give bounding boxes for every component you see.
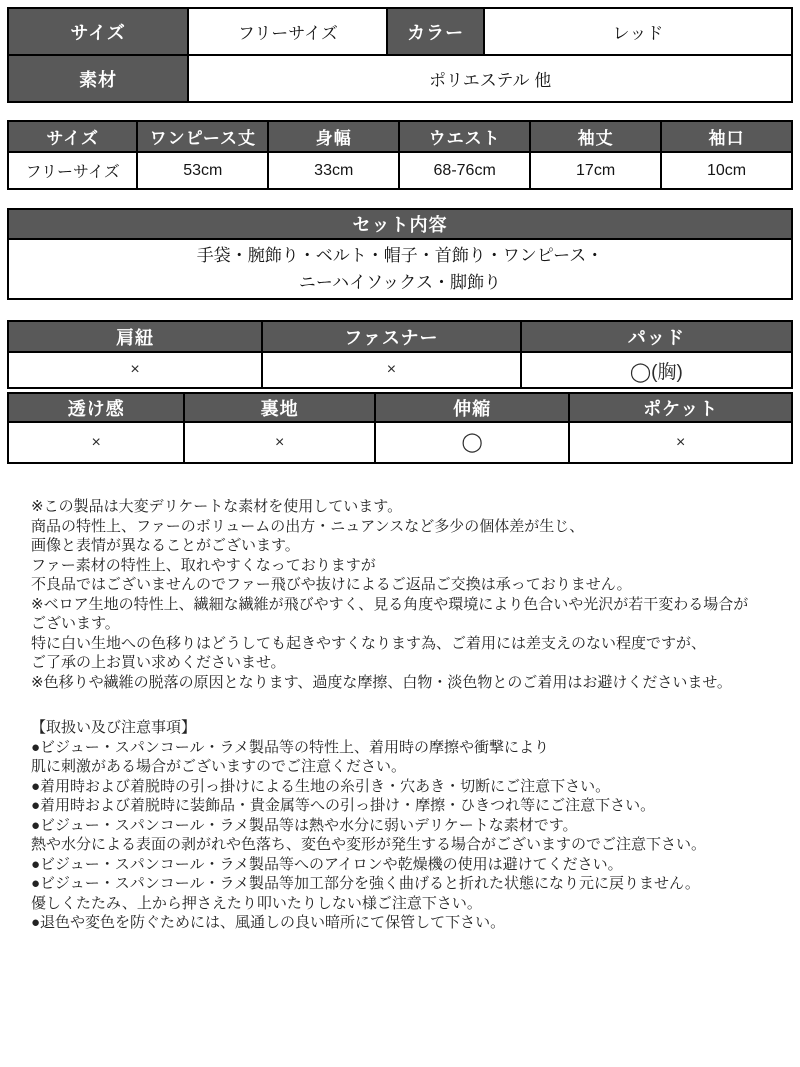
val-pad: ◯(胸) [521,352,792,388]
col-body-width: 身幅 [268,121,399,152]
note-line: ご了承の上お買い求めくださいませ。 [31,654,286,671]
set-contents-title: セット内容 [8,209,792,239]
col-cuff: 袖口 [661,121,792,152]
col-pocket: ポケット [569,393,792,422]
set-contents-value [8,239,792,299]
set-contents-value-row [8,239,792,299]
size-value: フリーサイズ [188,8,387,55]
col-fastener: ファスナー [262,321,521,352]
caution-line: 熱や水分による表面の剥がれや色落ち、変色や変形が発生する場合がございますのでご注意下さい。 [31,836,707,853]
val-sheerness: × [8,422,184,463]
measurements-header-row [8,121,792,152]
note-line: 画像と表情が異なることがございます。 [31,537,300,554]
val-pocket: × [569,422,792,463]
val-lining: × [184,422,375,463]
material-label: 素材 [8,55,188,102]
caution-line: ●ビジュー・スパンコール・ラメ製品等は熱や水分に弱いデリケートな素材です。 [31,816,578,834]
features-b-header-row [8,393,792,422]
spec-table [7,7,793,103]
val-size: フリーサイズ [8,152,137,189]
measurements-table [7,120,793,190]
note-line: 商品の特性上、ファーのボリュームの出方・ニュアンスなど多少の個体差が生じ、 [31,517,585,535]
handling-cautions [31,718,783,933]
features-a-header-row [8,321,792,352]
caution-line: ●着用時および着脱時の引っ掛けによる生地の糸引き・穴あき・切断にご注意下さい。 [31,777,611,795]
caution-line: ●ビジュー・スパンコール・ラメ製品等加工部分を強く曲げると折れた状態になり元に戻りません。 [31,875,700,892]
col-dress-length: ワンピース丈 [137,121,268,152]
set-contents-line2: ニーハイソックス・脚飾り [298,273,502,292]
col-sleeve-length: 袖丈 [530,121,661,152]
note-line: ※この製品は大変デリケートな素材を使用しています。 [31,498,403,515]
note-line: 特に白い生地への色移りはどうしても起きやすくなります為、ご着用には差支えのない程度ですが、 [31,634,707,652]
note-line: ※色移りや繊維の脱落の原因となります、過度な摩擦、白物・淡色物とのご着用はお避けくださいませ。 [31,673,732,691]
col-waist: ウエスト [399,121,530,152]
caution-line: 優しくたたみ、上から押さえたり叩いたりしない様ご注意下さい。 [31,894,482,912]
col-size: サイズ [8,121,137,152]
caution-line: ●着用時および着脱時に装飾品・貴金属等への引っ掛け・摩擦・ひきつれ等にご注意下さい。 [31,797,656,814]
handling-cautions-title: 【取扱い及び注意事項】 [31,719,197,736]
set-contents-table [7,208,793,300]
val-dress-length: 53cm [137,152,268,189]
val-waist: 68-76cm [399,152,530,189]
caution-line: ●退色や変色を防ぐためには、風通しの良い暗所にて保管して下さい。 [31,914,506,931]
features-table-b [7,392,793,464]
color-label: カラー [387,8,483,55]
measurements-value-row [8,152,792,189]
note-line: ファー素材の特性上、取れやすくなっておりますが [31,556,376,574]
val-body-width: 33cm [268,152,399,189]
val-cuff: 10cm [661,152,792,189]
col-sheerness: 透け感 [8,393,184,422]
spec-row-material [8,55,792,102]
set-contents-line1: 手袋・腕飾り・ベルト・帽子・首飾り・ワンピース・ [196,246,604,265]
caution-line: ●ビジュー・スパンコール・ラメ製品等の特性上、着用時の摩擦や衝撃により [31,738,550,756]
size-label: サイズ [8,8,188,55]
col-shoulder-strap: 肩紐 [8,321,262,352]
material-value: ポリエステル 他 [188,55,792,102]
note-line: ございます。 [31,615,120,632]
val-sleeve-length: 17cm [530,152,661,189]
val-stretch: ◯ [375,422,569,463]
note-line: ※ベロア生地の特性上、繊細な繊維が飛びやすく、見る角度や環境により色合いや光沢が若干変わる場合が [31,595,749,613]
features-b-value-row [8,422,792,463]
features-a-value-row [8,352,792,388]
col-pad: パッド [521,321,792,352]
color-value: レッド [484,8,792,55]
set-contents-header-row [8,209,792,239]
spec-row-size-color [8,8,792,55]
material-notes [31,497,783,692]
col-stretch: 伸縮 [375,393,569,422]
val-shoulder-strap: × [8,352,262,388]
val-fastener: × [262,352,521,388]
caution-line: 肌に刺激がある場合がございますのでご注意ください。 [31,758,407,775]
col-lining: 裏地 [184,393,375,422]
note-line: 不良品ではございませんのでファー飛びや抜けによるご返品ご交換は承っておりません。 [31,576,632,593]
features-table-a [7,320,793,389]
caution-line: ●ビジュー・スパンコール・ラメ製品等へのアイロンや乾燥機の使用は避けてください。 [31,855,623,873]
